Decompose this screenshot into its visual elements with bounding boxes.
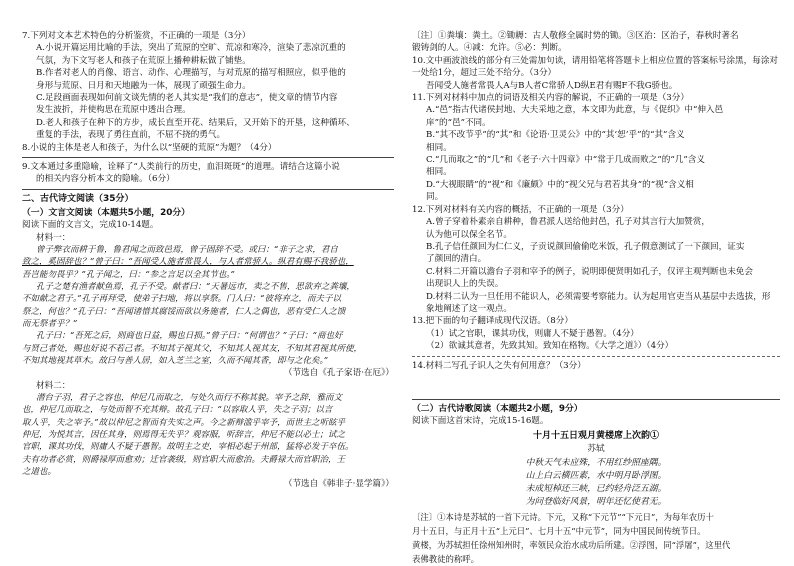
question-14: 14.材料二写孔子识人之失有何用意？（3分） bbox=[412, 360, 586, 371]
divider bbox=[22, 157, 394, 158]
q7-option-d-line1: D.老人和孩子在种下的方步，成长直至开花、结果后，又开始下的开垦，这种循环、 bbox=[36, 117, 355, 128]
material-1-source: （节选自《孔子家语·在厄》） bbox=[283, 368, 394, 379]
q12-option-a-line1: A.曾子穿着朴素亲自耕种，鲁君派人送给他封邑，孔子对其言行大加赞赏， bbox=[426, 217, 710, 228]
poem-note-line: 月十五日，与正月十五“上元日”、七月十五“中元节”，同为中国民间传统节日。 bbox=[412, 526, 706, 537]
material-1-line: 与贤己者处，赐也好说不若己者。不知其子视其父，不知其人视其友，不知其君视其所使， bbox=[22, 343, 363, 354]
section-2-heading: 二、古代诗文阅读（35分） bbox=[22, 193, 134, 204]
q7-option-b-line2: 身形与荒原、日月和天地融为一体，展现了顽强生命力。 bbox=[36, 80, 251, 91]
wavy-underlined-text: 致之，奚固辞也？”曾子曰：“吾闻受人施者常畏人，与人者常骄人。纵君有赐不我骄也， bbox=[22, 257, 354, 268]
divider bbox=[22, 189, 394, 190]
q7-option-c-line1: C.足段画面表现如何前文谈先情的老人其实是“我们的意志”，使文章的情节内容 bbox=[36, 93, 338, 104]
poem-note-line: 表佛教徒的称呼。 bbox=[412, 554, 479, 565]
q11-option-a-line1: A.“邑”指古代诸侯封地、大夫采地之意，本文即为此意，与《促织》中“伸入邑 bbox=[426, 105, 724, 116]
question-11: 11.下列对材料中加点的词语及相关内容的解说，不正确的一项是（3分） bbox=[412, 93, 689, 104]
q7-option-a-line1: A.小说开篇运用比喻的手法，突出了荒原的空旷、荒凉和寒冷，渲染了悲凉沉重的 bbox=[36, 43, 346, 54]
q12-option-d-line1: D.材料二认为一旦任用不能识人，必须需要考察能力。认为起用官吏当从基层中去选拔，形 bbox=[426, 291, 771, 302]
question-10-line1: 10.文中画波浪线的部分有三处需加句读，请用铅笔将答题卡上相应位置的答案标号涂黑，每涂对 bbox=[412, 55, 779, 66]
material-2-line: 潜台子羽，君子之容也，仲尼几而取之，与处久而行不称其貌。宰予之辞，雅而文 bbox=[36, 393, 343, 404]
q11-option-b-line1: B.“其不改节乎”的“其”和《论语·卫灵公》中的“其‘恕’乎”的“其”含义 bbox=[426, 130, 685, 141]
q12-option-c-line1: C.材料二开篇以澹台子羽和宰予的例子，说明即便贤明如孔子，仅评主观判断也未免会 bbox=[426, 266, 753, 277]
material-1-line: 曾子弊衣而耕于鲁，鲁君闻之而致邑焉，曾子固辞不受。或曰：“非子之求，君自 bbox=[36, 245, 338, 256]
q11-option-a-line2: 庠”的“邑”不同。 bbox=[426, 117, 491, 128]
material-1-line: 孔子之楚有渔者献鱼焉，孔子不受。献者曰：“天暑远市，卖之不售，思欲弃之粪壤， bbox=[36, 282, 355, 293]
reading-instruction: 阅读下面的文言文，完成10-14题。 bbox=[22, 220, 159, 231]
material-2-line: 取人乎，失之宰予。”故以仲尼之智而有失实之声。今之新辩滥乎宰予，而世主之听眩乎 bbox=[22, 417, 346, 428]
poem-note-line: 黄楼，为苏轼担任徐州知州时，率领民众治水成功后所建。②浮图，同“浮屠”，这里代 bbox=[412, 540, 731, 551]
poem-line: 中秋天气未应殊，不用红纱照座隅。 bbox=[525, 457, 667, 468]
material-1-line: 吾岂能勿畏乎？”孔子闻之，曰：“参之言足以全其节也。” bbox=[22, 269, 235, 280]
material-1-line: 祭之，何也？”孔子曰：“吾闻诸惜其腐馁而欲以务施者，仁人之偶也，恶有受仁人之馈 bbox=[22, 306, 346, 317]
footnote-line1: 〔注〕①粪壤：粪土。②锄耨：古人敬修全属时势的锄。③区治：区治子，春秋时著名 bbox=[412, 31, 739, 41]
question-9-line2: 的相关内容分析本文的隐喻。（6分） bbox=[36, 174, 175, 185]
footnote-line2: 锻铸剑的人。④减：允许。⑤必：判断。 bbox=[412, 43, 567, 54]
question-8: 8.小说的主体是老人和孩子，为什么以“坚硬的荒原”为题？（4分） bbox=[22, 142, 277, 153]
q7-option-d-line2: 重复的手法，表现了勇往直前，不屈不挠的勇气。 bbox=[36, 130, 226, 141]
q7-option-c-line2: 发生波折，并使构思在荒原中透出合理。 bbox=[36, 105, 191, 116]
q12-option-c-line2: 出现识人上的失误。 bbox=[426, 279, 504, 290]
poem-line: 为问登临好风景，明年还忆使君无。 bbox=[525, 496, 667, 507]
question-10-line2: 一处给1分，超过三处不给分。（3分） bbox=[412, 68, 557, 79]
material-2-line: 也，仲尼几而取之，与处而智不充其辩。故孔子曰：“以容取人乎，失之子羽；以言 bbox=[22, 405, 333, 416]
q7-option-b-line1: B.作者对老人的肖像、语言、动作、心理描写，与对荒原的描写相照应，似乎他的 bbox=[36, 68, 346, 79]
material-2-line: 之道也。 bbox=[22, 466, 57, 477]
q12-option-b-line2: 了颜回的清白。 bbox=[426, 254, 487, 265]
poem-title: 十月十五日观月黄楼席上次韵① bbox=[532, 430, 659, 441]
question-10-options: 吾闻受人施者常畏人A与B人者C常骄人D纵E君有赐F不我G骄也。 bbox=[426, 80, 678, 91]
question-13: 13.把下面的句子翻译成现代汉语。（8分） bbox=[412, 316, 573, 327]
material-2-line: 仲尼，为悦其言，因任其身，则焉得无失乎？观容服，听辞言，仲尼不能以必士；试之 bbox=[22, 430, 346, 441]
divider bbox=[412, 399, 780, 400]
poem-note-line: 〔注〕①本诗是苏轼的一首下元诗。下元，又称“下元节”“下元日”，为每年农历十 bbox=[412, 511, 714, 522]
material-1-line: 而无祭者乎？” bbox=[22, 318, 78, 329]
material-2-source: （节选自《韩非子·显学篇》） bbox=[283, 479, 394, 490]
question-13-sentence-2: （2）欲诚其意者，先致其知。致知在格物。《大学之道》）（4分） bbox=[426, 341, 674, 352]
material-2-line: 官职，课其功伐，则庸人不疑于愚智。故明主之吏，宰相必起于州部，猛将必发于卒伍。 bbox=[22, 442, 354, 453]
q12-option-a-line2: 认为他可以保全名节。 bbox=[426, 229, 512, 240]
q11-option-d-line2: 同。 bbox=[426, 192, 444, 203]
q7-option-a-line2: 气氛，为下文写老人和孩子在荒原上播种耕耘做了铺垫。 bbox=[36, 55, 251, 66]
q11-option-c-line2: 相同。 bbox=[426, 167, 452, 178]
material-1-line bbox=[22, 256, 394, 268]
poem-line: 山上白云横匹素，水中明月卧浮图。 bbox=[525, 470, 667, 481]
poem-instruction: 阅读下面这首宋诗，完成15-16题。 bbox=[412, 416, 549, 427]
answer-space bbox=[412, 372, 780, 396]
divider bbox=[412, 356, 780, 357]
right-column bbox=[412, 30, 780, 566]
section-2b-heading: （二）古代诗歌阅读（本题共2小题，9分） bbox=[412, 403, 583, 414]
material-1-line: 不如献之君子。”孔子再拜受，使弟子扫地，将以享祭。门人曰：“彼将弃之，而夫子以 bbox=[22, 294, 341, 305]
material-1-line: 不知其地视其草木。故曰与善人居，如入芝兰之室，久而不闻其香，即与之化矣。” bbox=[22, 355, 329, 366]
q11-option-d-line1: D.“大视眼睛”的“视”和《廉颇》中的“视父兄与君若其身”的“视”含义相 bbox=[426, 179, 694, 190]
q12-option-d-line2: 象地阐述了这一观点。 bbox=[426, 303, 512, 314]
material-1-label: 材料一： bbox=[36, 232, 71, 243]
q12-option-b-line1: B.孔子信任颜回为仁仁义，子贡说颜回偷偷吃米饭，孔子假意测试了一下颜回，证实 bbox=[426, 241, 745, 252]
section-2a-heading: （一）文言文阅读（本题共5小题，20分） bbox=[22, 207, 190, 218]
material-1-line: 孔子曰：“吾死之后，则商也日益，赐也日损。”曾子曰：“何谓也？”子曰：“商也好 bbox=[36, 331, 343, 342]
q11-option-c-line1: C.“几而取之”的“几”和《老子·六十四章》中“常于几成而败之”的“几”含义 bbox=[426, 155, 705, 166]
material-2-line: 夫有功者必赏，则爵禄厚而愈劝；迁官袭级，则官职大而愈治。夫爵禄大而官职治，王 bbox=[22, 454, 346, 465]
question-9-line1: 9.文本通过多重隐喻，诠释了“人类前行的历史，血泪斑斑”的道理。请结合这篇小说 bbox=[22, 162, 340, 173]
material-2-label: 材料二： bbox=[36, 380, 71, 391]
question-12: 12.下列对材料有关内容的概括，不正确的一项是（3分） bbox=[412, 204, 629, 215]
question-13-sentence-1: （1）试之官职，课其功伐，则庸人不疑于愚智。（4分） bbox=[426, 328, 639, 339]
left-column bbox=[22, 30, 394, 491]
question-7: 7.下列对文本艺术特色的分析鉴赏，不正确的一项是（3分） bbox=[22, 31, 251, 41]
q11-option-b-line2: 相同。 bbox=[426, 142, 452, 153]
poem-author: 苏轼 bbox=[587, 443, 605, 454]
poem-line: 未成短棹还三峡，已约轻舟泛五湖。 bbox=[525, 483, 667, 494]
